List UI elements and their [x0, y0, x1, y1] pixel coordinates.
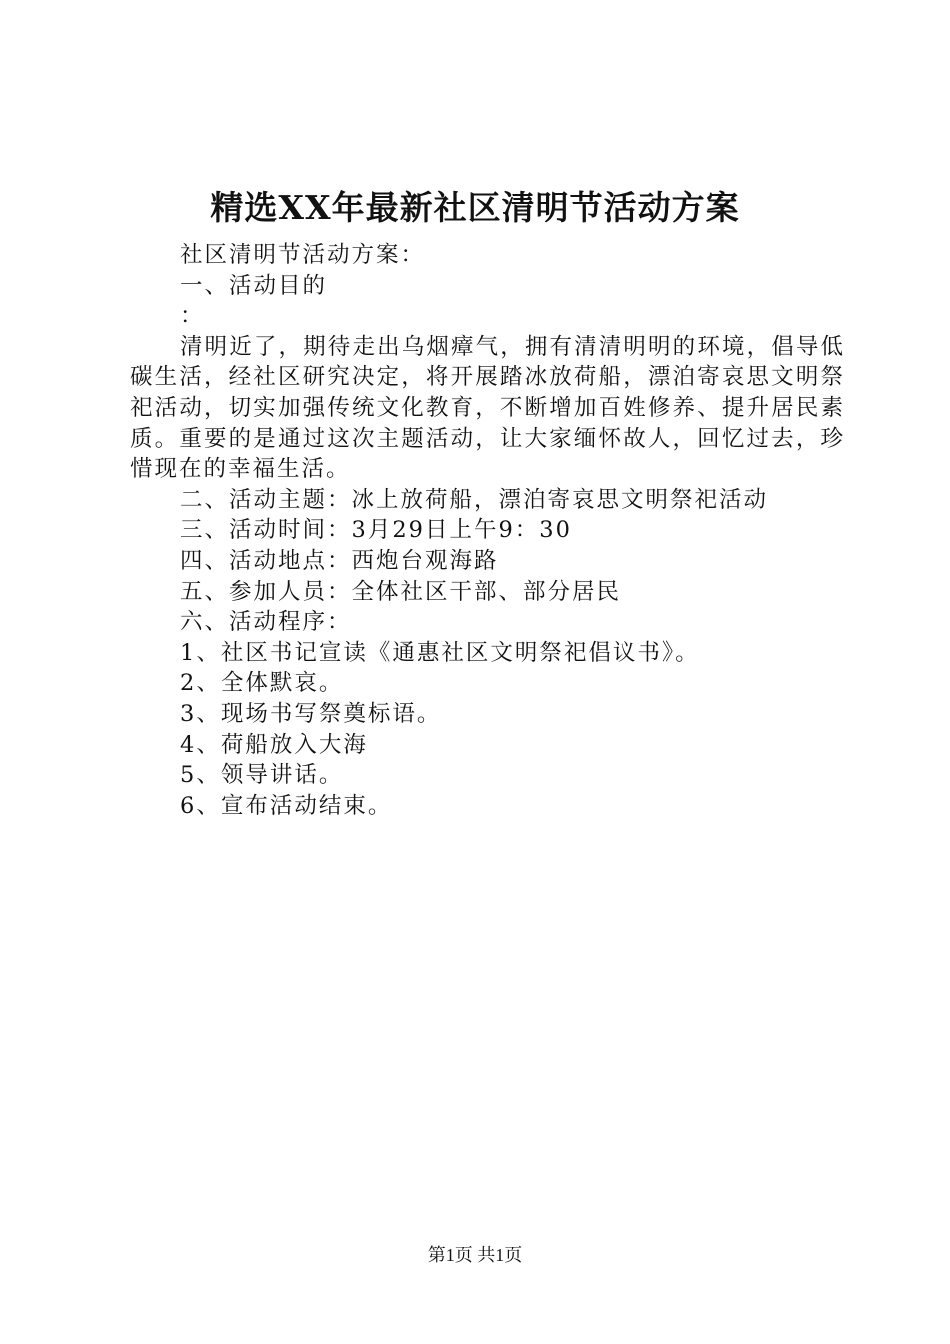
procedure-step: 5、领导讲话。 [180, 762, 344, 789]
procedure-step: 4、荷船放入大海 [180, 731, 368, 758]
procedure-step: 2、全体默哀。 [180, 670, 344, 697]
procedure-heading: 六、活动程序： [180, 609, 352, 636]
procedure-step: 6、宣布活动结束。 [180, 792, 393, 819]
purpose-paragraph: 清明近了，期待走出乌烟瘴气，拥有清清明明的环境，倡导低碳生活，经社区研究决定，将开展踏冰放荷船，漂泊寄哀思文明祭祀活动，切实加强传统文化教育，不断增加百姓修养、提升居民素质。重要的是通过这次主题活动，让大家缅怀故人，回忆过去，珍惜现在的幸福生活。 [130, 333, 845, 483]
document-body [130, 240, 845, 821]
participants-line: 五、参加人员：全体社区干部、部分居民 [180, 578, 622, 605]
page-footer: 第1页 共1页 [427, 1245, 523, 1265]
section-purpose-colon: ： [180, 303, 205, 330]
section-purpose-heading: 一、活动目的 [180, 272, 328, 299]
location-line: 四、活动地点：西炮台观海路 [180, 547, 499, 574]
procedure-step: 1、社区书记宣读《通惠社区文明祭祀倡议书》。 [180, 639, 700, 666]
time-line: 三、活动时间：3月29日上午9：30 [180, 517, 572, 544]
procedure-step: 3、现场书写祭奠标语。 [180, 700, 442, 727]
theme-line: 二、活动主题：冰上放荷船，漂泊寄哀思文明祭祀活动 [180, 486, 769, 513]
intro-line: 社区清明节活动方案： [180, 242, 426, 268]
document-title: 精选XX年最新社区清明节活动方案 [210, 188, 740, 227]
